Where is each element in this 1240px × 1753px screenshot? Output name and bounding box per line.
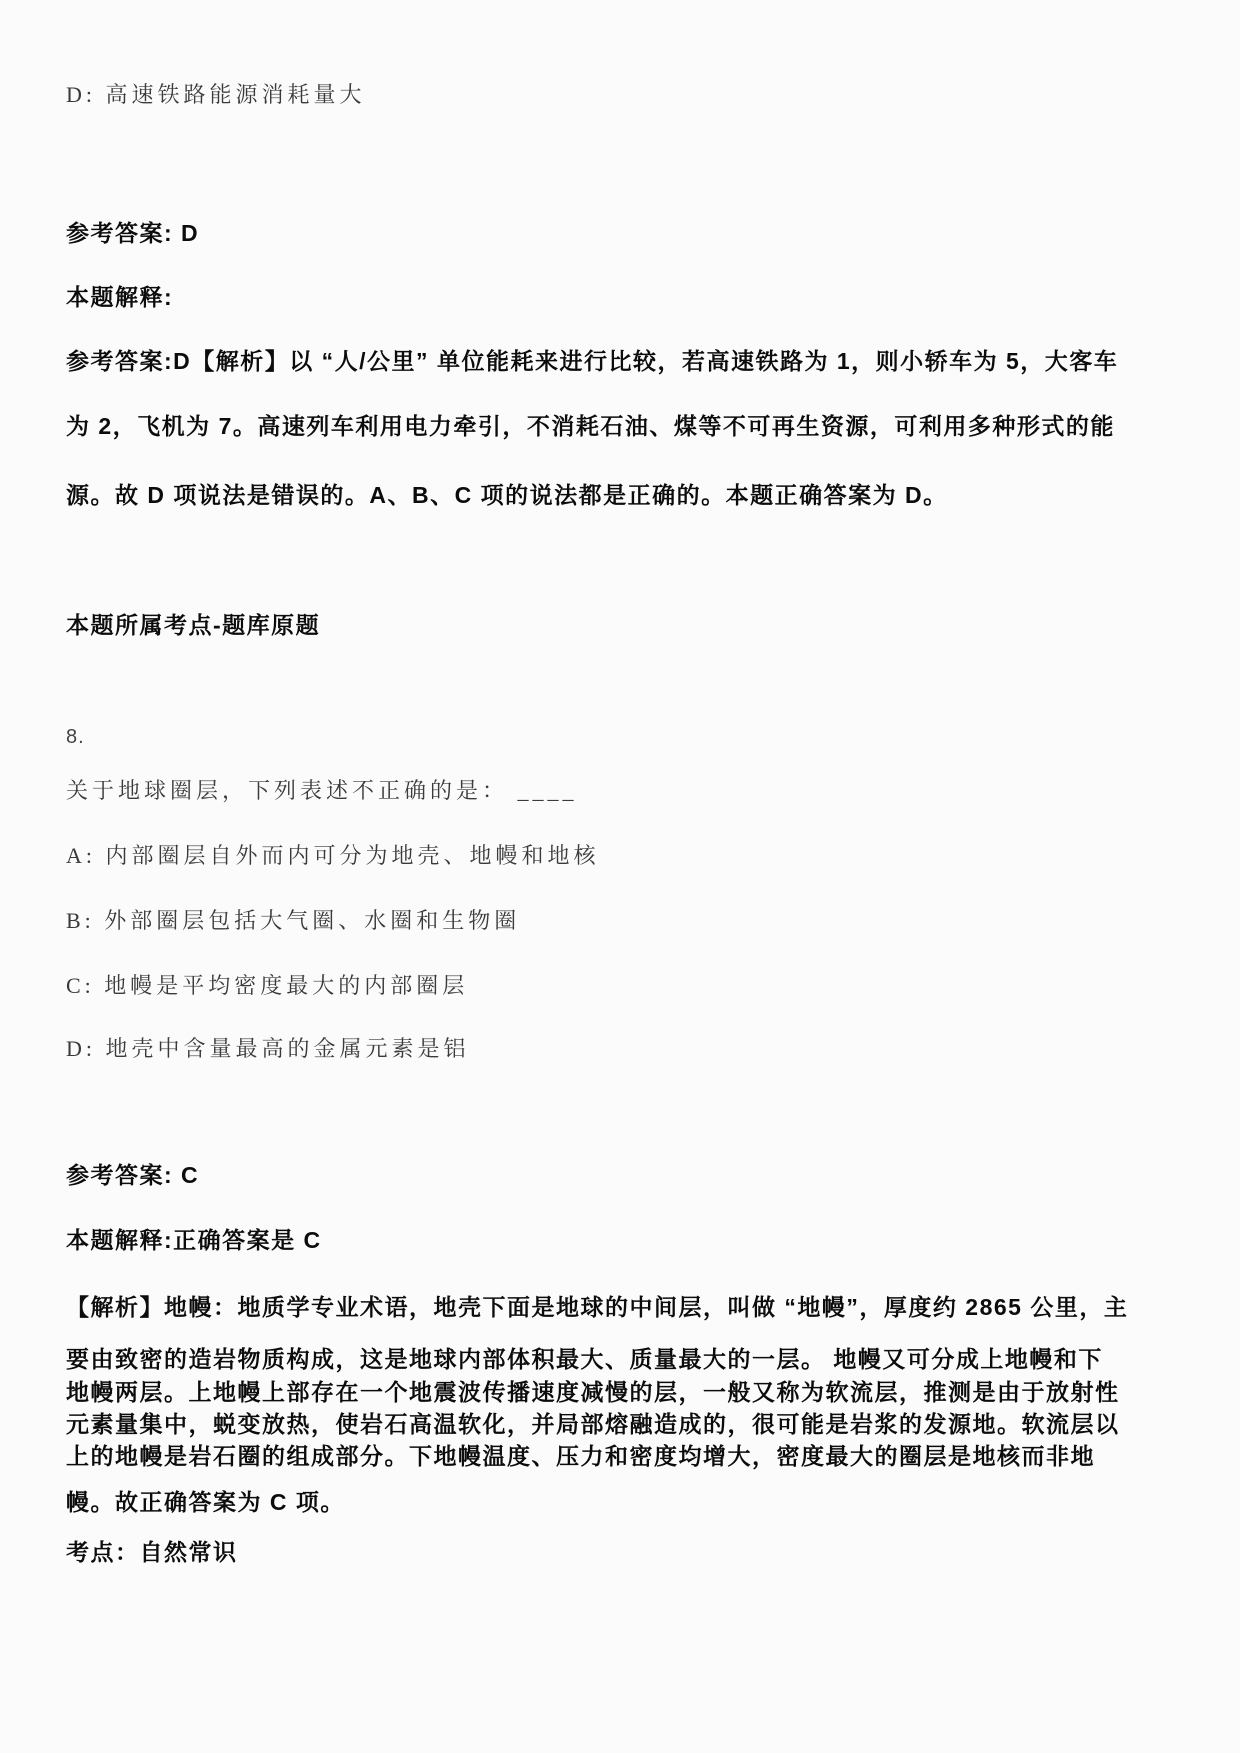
q8-option-a: A: 内部圈层自外而内可分为地壳、地幔和地核 [66, 843, 600, 868]
q7-option-d: D: 高速铁路能源消耗量大 [66, 82, 366, 107]
q8-option-b: B: 外部圈层包括大气圈、水圈和生物圈 [66, 908, 521, 933]
q8-explanation-line: 【解析】地幔：地质学专业术语，地壳下面是地球的中间层，叫做 “地幔”，厚度约 2865 公里，主 [66, 1294, 1129, 1320]
q7-explanation-line: 参考答案:D【解析】以 “人/公里” 单位能耗来进行比较，若高速铁路为 1，则小轿车为 5，大客车 [66, 348, 1119, 374]
q8-option-c: C: 地幔是平均密度最大的内部圈层 [66, 973, 469, 998]
q7-explanation-line: 为 2，飞机为 7。高速列车利用电力牵引，不消耗石油、煤等不可再生资源，可利用多种形式的能 [66, 413, 1115, 439]
q8-question-text: 关于地球圈层，下列表述不正确的是： ____ [66, 778, 578, 803]
q8-explanation-line: 要由致密的造岩物质构成，这是地球内部体积最大、质量最大的一层。 地幔又可分成上地幔和下 [66, 1346, 1103, 1372]
q8-explanation-line: 地幔两层。上地幔上部存在一个地震波传播速度减慢的层，一般又称为软流层，推测是由于放射性 [66, 1379, 1120, 1405]
q8-exam-point: 考点：自然常识 [66, 1539, 238, 1565]
q8-explanation-label: 本题解释:正确答案是 C [66, 1227, 322, 1253]
q8-explanation-line: 幔。故正确答案为 C 项。 [66, 1489, 345, 1515]
q7-explanation-label: 本题解释: [66, 284, 174, 310]
q8-number: 8. [66, 726, 85, 748]
q8-option-d: D: 地壳中含量最高的金属元素是铝 [66, 1036, 470, 1061]
q7-explanation-line: 源。故 D 项说法是错误的。A、B、C 项的说法都是正确的。本题正确答案为 D。 [66, 482, 948, 508]
q8-answer-label: 参考答案: C [66, 1162, 200, 1188]
q8-explanation-line: 上的地幔是岩石圈的组成部分。下地幔温度、压力和密度均增大，密度最大的圈层是地核而非地 [66, 1443, 1095, 1469]
q7-category-label: 本题所属考点-题库原题 [66, 612, 321, 638]
q7-answer-label: 参考答案: D [66, 220, 200, 246]
q8-explanation-line: 元素量集中，蜕变放热，使岩石高温软化，并局部熔融造成的，很可能是岩浆的发源地。软流层以 [66, 1411, 1120, 1437]
